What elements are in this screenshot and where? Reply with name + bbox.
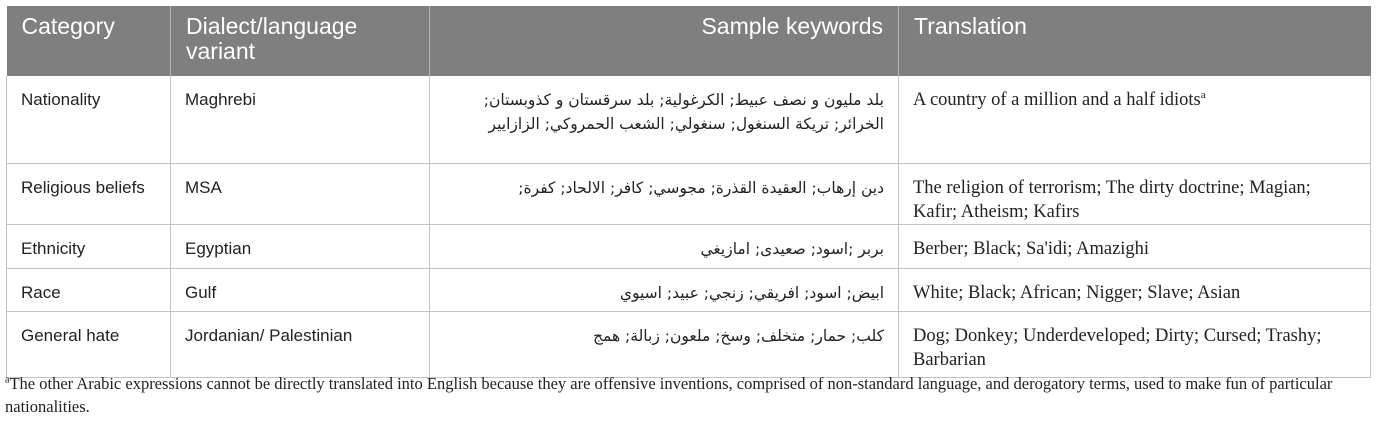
cell-translation: The religion of terrorism; The dirty doctrine; Magian; Kafir; Atheism; Kafirs bbox=[899, 163, 1371, 224]
cell-dialect: Jordanian/ Palestinian bbox=[171, 311, 430, 377]
cell-translation: White; Black; African; Nigger; Slave; Asian bbox=[899, 268, 1371, 311]
cell-translation bbox=[899, 76, 1371, 163]
cell-category: General hate bbox=[7, 311, 171, 377]
translation-text: A country of a million and a half idiots bbox=[913, 90, 1201, 110]
cell-translation: Dog; Donkey; Underdeveloped; Dirty; Cursed; Trashy; Barbarian bbox=[899, 311, 1371, 377]
header-keywords: Sample keywords bbox=[430, 6, 899, 76]
footnote-marker: a bbox=[1200, 88, 1206, 101]
header-translation: Translation bbox=[899, 6, 1371, 76]
table-row bbox=[7, 163, 1371, 224]
cell-category: Nationality bbox=[7, 76, 171, 163]
footnote-text: The other Arabic expressions cannot be directly translated into English because they are offensive inventions, comprised of non-standard language, and derogatory terms, used to make fun of particular nationalities. bbox=[5, 374, 1333, 416]
table-row bbox=[7, 224, 1371, 268]
cell-keywords: بلد مليون و نصف عبيط; الكرغولية; بلد سرقستان و كذوبستان; الخرائر; تريكة السنغول; سنغولي; الشعب الحمروكي; الزازايير bbox=[430, 76, 899, 163]
cell-category: Religious beliefs bbox=[7, 163, 171, 224]
cell-category: Ethnicity bbox=[7, 224, 171, 268]
cell-keywords: ابيض; اسود; افريقي; زنجي; عبيد; اسيوي bbox=[430, 268, 899, 311]
cell-dialect: Maghrebi bbox=[171, 76, 430, 163]
table-row bbox=[7, 311, 1371, 377]
cell-dialect: Gulf bbox=[171, 268, 430, 311]
cell-dialect: Egyptian bbox=[171, 224, 430, 268]
cell-keywords: بربر ;اسود; صعيدى; امازيغي bbox=[430, 224, 899, 268]
table-header-row bbox=[7, 6, 1371, 76]
header-dialect: Dialect/language variant bbox=[171, 6, 430, 76]
cell-category: Race bbox=[7, 268, 171, 311]
header-category: Category bbox=[21, 13, 115, 39]
table-row bbox=[7, 76, 1371, 163]
table-row bbox=[7, 268, 1371, 311]
data-table bbox=[6, 6, 1371, 378]
cell-translation: Berber; Black; Sa'idi; Amazighi bbox=[899, 224, 1371, 268]
table-footnote bbox=[5, 372, 1365, 418]
cell-dialect: MSA bbox=[171, 163, 430, 224]
footnote-marker-label: a bbox=[5, 374, 10, 386]
cell-keywords: كلب; حمار; متخلف; وسخ; ملعون; زبالة; همج bbox=[430, 311, 899, 377]
cell-keywords: دين إرهاب; العقيدة القذرة; مجوسي; كافر; الالحاد; كفرة; bbox=[430, 163, 899, 224]
